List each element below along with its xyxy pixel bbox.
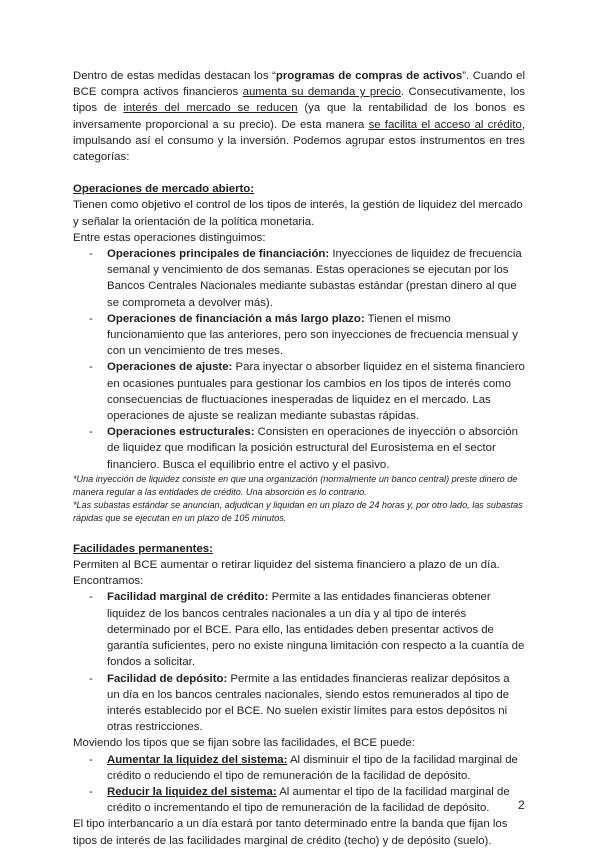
list-item bbox=[73, 311, 525, 360]
intro-bold-term: programas de compras de activos bbox=[275, 70, 463, 82]
dash-bullet: - bbox=[89, 753, 93, 766]
dash-bullet: - bbox=[89, 312, 93, 325]
open-market-operations-list bbox=[73, 246, 525, 473]
section-heading-standing-facilities: Facilidades permanentes: bbox=[73, 542, 213, 555]
list-item-text: Consisten en operaciones de inyección o absorción de liquidez que modifican la posición estructural del Eurosistema en el sector financiero. Busca el equilibrio entre el activo y el pasivo. bbox=[107, 426, 518, 471]
section-lead: Moviendo los tipos que se fijan sobre las facilidades, el BCE puede: bbox=[73, 737, 415, 750]
section-description: Tienen como objetivo el control de los tipos de interés, la gestión de liquidez del mercado y señalar la orientación de la política monetaria. bbox=[73, 199, 523, 228]
list-item-text: Tienen el mismo funcionamiento que las anteriores, pero son inyecciones de frecuencia mensual y con un vencimiento de tres meses. bbox=[107, 312, 518, 358]
dash-bullet: - bbox=[89, 591, 93, 604]
section-description: Permiten al BCE aumentar o retirar liquidez del sistema financiero a plazo de un día. bbox=[73, 559, 500, 572]
intro-paragraph bbox=[73, 68, 525, 165]
liquidity-actions-list bbox=[73, 752, 525, 817]
list-item-text: Permite a las entidades financieras realizar depósitos a un día en los bancos centrales nacionales, siendo estos remunerados al tipo de interés establecido por el BCE. No suelen existir límites para estos depósitos ni otras restricciones. bbox=[107, 672, 510, 734]
section-lead: Encontramos: bbox=[73, 575, 144, 588]
dash-bullet: - bbox=[89, 248, 93, 261]
list-item bbox=[73, 784, 525, 816]
footnote: *Una inyección de liquidez consiste en que una organización (normalmente un banco central) preste dinero de manera regular a las entidades de crédito. Una absorción es lo contrario. bbox=[73, 473, 518, 497]
footnote: *Las subastas estándar se anuncian, adjudican y liquidan en un plazo de 24 horas y, por otro lado, las subastas rápidas que se ejecutan en un plazo de 105 minutos. bbox=[73, 499, 523, 523]
list-item bbox=[73, 246, 525, 311]
list-item-text: Al disminuir el tipo de la facilidad marginal de crédito o reduciendo el tipo de remuneración de la facilidad de depósito. bbox=[107, 753, 518, 782]
list-item-text: Al aumentar el tipo de la facilidad marginal de crédito o incrementando el tipo de remuneración de la facilidad de depósito. bbox=[107, 785, 510, 815]
intro-text: . Consecutivamente, los tipos de bbox=[73, 86, 526, 115]
list-item-title: Operaciones principales de financiación: bbox=[107, 248, 330, 261]
intro-text: Dentro de estas medidas destacan los “ bbox=[73, 70, 276, 82]
list-item-text: Permite a las entidades financieras obtener liquidez de los bancos centrales nacionales a un día y al tipo de interés determinado por el BCE. Para ello, las entidades deben presentar activos de garantía suficientes, pero no existe ninguna limitación con respecto a la cuantía de fondos a solicitar. bbox=[107, 591, 525, 669]
intro-text: ”. Cuando el BCE compra activos financieros bbox=[73, 70, 525, 99]
dash-bullet: - bbox=[89, 672, 93, 685]
list-item-title: Facilidad marginal de crédito: bbox=[107, 591, 269, 604]
section-heading-open-market: Operaciones de mercado abierto: bbox=[73, 183, 255, 196]
list-item bbox=[73, 424, 525, 473]
list-item bbox=[73, 671, 525, 736]
intro-underlined-text: se facilita el acceso al crédito bbox=[368, 118, 522, 131]
intro-underlined-text: aumenta su demanda y precio bbox=[242, 86, 401, 99]
list-item bbox=[73, 752, 525, 784]
section-lead: Entre estas operaciones distinguimos: bbox=[73, 231, 266, 244]
list-item-title: Operaciones de ajuste: bbox=[107, 361, 233, 374]
list-item-title: Reducir la liquidez del sistema: bbox=[107, 785, 277, 798]
list-item bbox=[73, 359, 525, 424]
closing-paragraph: El tipo interbancario a un día estará por tanto determinado entre la banda que fijan los tipos de interés de las facilidades marginal de crédito (techo) y de depósito (suelo). bbox=[73, 818, 508, 847]
intro-underlined-text: interés del mercado se reducen bbox=[123, 102, 298, 115]
list-item-text: Inyecciones de liquidez de frecuencia semanal y vencimiento de dos semanas. Estas operaciones se ejecutan por los Bancos Centrales Nacionales mediante subastas estándar (prestan dinero al que se comprometa a devolver más). bbox=[107, 248, 522, 309]
standing-facilities-list bbox=[73, 589, 525, 735]
list-item bbox=[73, 589, 525, 670]
list-item-text: Para inyectar o absorber liquidez en el sistema financiero en ocasiones puntuales para gestionar los cambios en los tipos de interés como consecuencias de fluctuaciones inesperadas de liquidez en el mercado. Las operaciones de ajuste se realizan mediante subastas rápidas. bbox=[107, 361, 525, 423]
intro-text: , impulsando así el consumo y la inversión. Podemos agrupar estos instrumentos en tres categorías: bbox=[73, 118, 525, 164]
list-item-title: Facilidad de depósito: bbox=[107, 672, 228, 685]
list-item-title: Operaciones de financiación a más largo plazo: bbox=[107, 312, 365, 325]
document-page bbox=[73, 68, 525, 849]
list-item-title: Aumentar la liquidez del sistema: bbox=[107, 753, 288, 766]
dash-bullet: - bbox=[89, 361, 93, 374]
intro-text: (ya que la rentabilidad de los bonos es inversamente proporcional a su precio). De esta manera bbox=[73, 102, 526, 131]
page-number: 2 bbox=[518, 798, 525, 812]
list-item-title: Operaciones estructurales: bbox=[107, 426, 255, 439]
dash-bullet: - bbox=[89, 785, 93, 798]
dash-bullet: - bbox=[89, 426, 93, 439]
